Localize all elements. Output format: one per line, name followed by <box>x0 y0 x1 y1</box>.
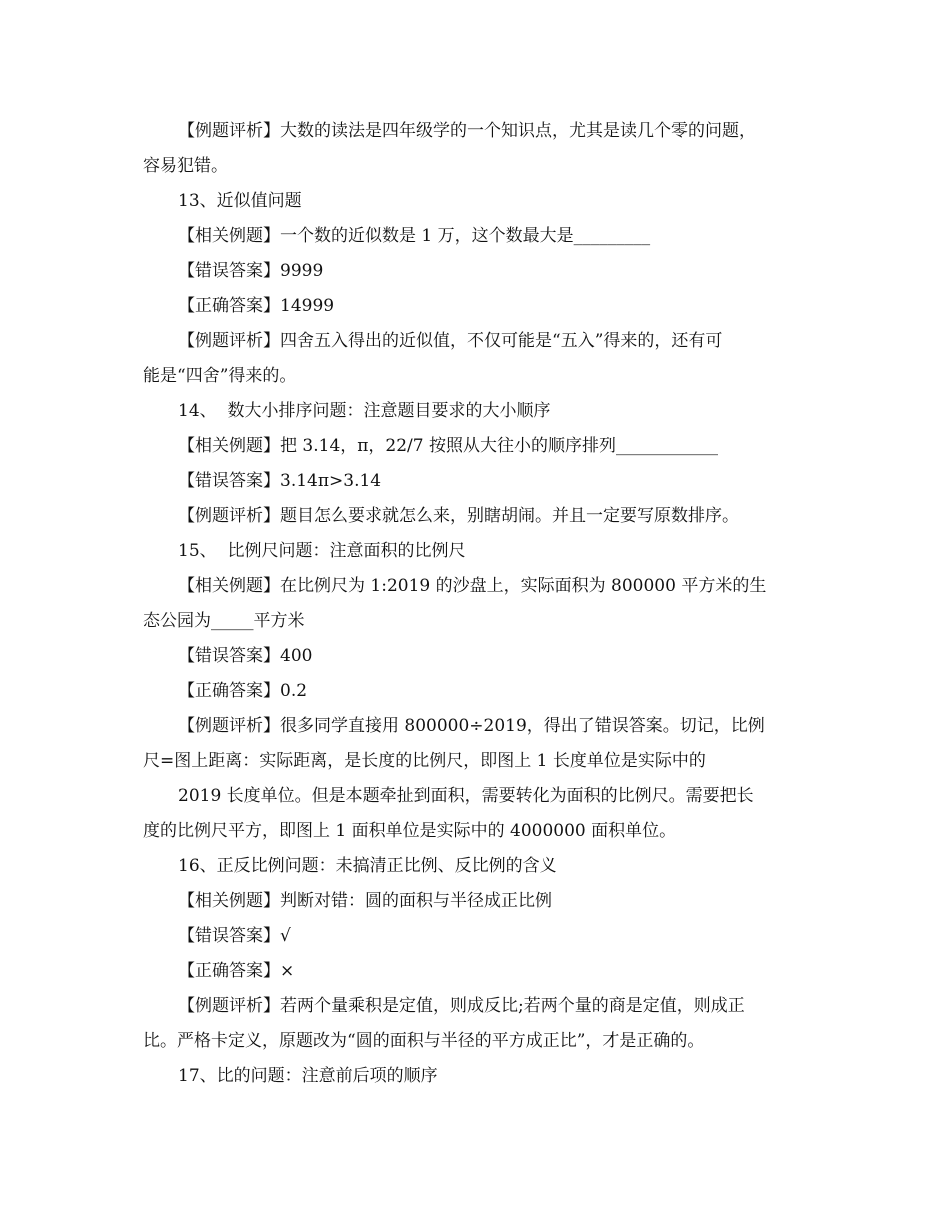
section-heading: 16、正反比例问题：未搞清正比例、反比例的含义 <box>178 856 557 876</box>
paragraph-line: 【错误答案】3.14π>3.14 <box>178 471 382 491</box>
section-heading: 13、近似值问题 <box>178 191 302 211</box>
paragraph-line: 能是“四舍”得来的。 <box>143 366 297 386</box>
paragraph-line: 【正确答案】14999 <box>178 296 335 316</box>
paragraph-line: 态公园为_____平方米 <box>143 611 305 631</box>
paragraph-line: 【错误答案】√ <box>178 926 291 946</box>
section-heading: 14、 数大小排序问题：注意题目要求的大小顺序 <box>178 401 551 421</box>
paragraph-line: 【例题评析】题目怎么要求就怎么来，别瞎胡闹。并且一定要写原数排序。 <box>178 506 739 526</box>
paragraph-line: 度的比例尺平方，即图上 1 面积单位是实际中的 4000000 面积单位。 <box>143 821 677 841</box>
paragraph-line: 【相关例题】判断对错：圆的面积与半径成正比例 <box>178 891 552 911</box>
paragraph-line: 【例题评析】若两个量乘积是定值，则成反比;若两个量的商是定值，则成正 <box>178 996 745 1016</box>
section-heading: 15、 比例尺问题：注意面积的比例尺 <box>178 541 466 561</box>
paragraph-line: 【例题评析】四舍五入得出的近似值，不仅可能是“五入”得来的，还有可 <box>178 331 723 351</box>
paragraph-line: 【相关例题】在比例尺为 1:2019 的沙盘上，实际面积为 800000 平方米的生 <box>178 576 767 596</box>
paragraph-line: 【正确答案】× <box>178 961 295 981</box>
section-heading: 17、比的问题：注意前后项的顺序 <box>178 1066 438 1086</box>
paragraph-line: 【例题评析】大数的读法是四年级学的一个知识点，尤其是读几个零的问题， <box>178 121 756 141</box>
paragraph-line: 【相关例题】一个数的近似数是 1 万，这个数最大是_________ <box>178 226 651 246</box>
paragraph-line: 2019 长度单位。但是本题牵扯到面积，需要转化为面积的比例尺。需要把长 <box>178 786 754 806</box>
paragraph-line: 【错误答案】400 <box>178 646 313 666</box>
paragraph-line: 【正确答案】0.2 <box>178 681 308 701</box>
paragraph-line: 尺=图上距离：实际距离，是长度的比例尺，即图上 1 长度单位是实际中的 <box>143 751 706 771</box>
paragraph-line: 比。严格卡定义，原题改为“圆的面积与半径的平方成正比”，才是正确的。 <box>143 1031 705 1051</box>
paragraph-line: 【错误答案】9999 <box>178 261 324 281</box>
document-body <box>143 114 807 1094</box>
paragraph-line: 【相关例题】把 3.14，π，22/7 按照从大往小的顺序排列____________ <box>178 436 719 456</box>
paragraph-line: 【例题评析】很多同学直接用 800000÷2019，得出了错误答案。切记，比例 <box>178 716 765 736</box>
paragraph-line: 容易犯错。 <box>143 156 228 176</box>
